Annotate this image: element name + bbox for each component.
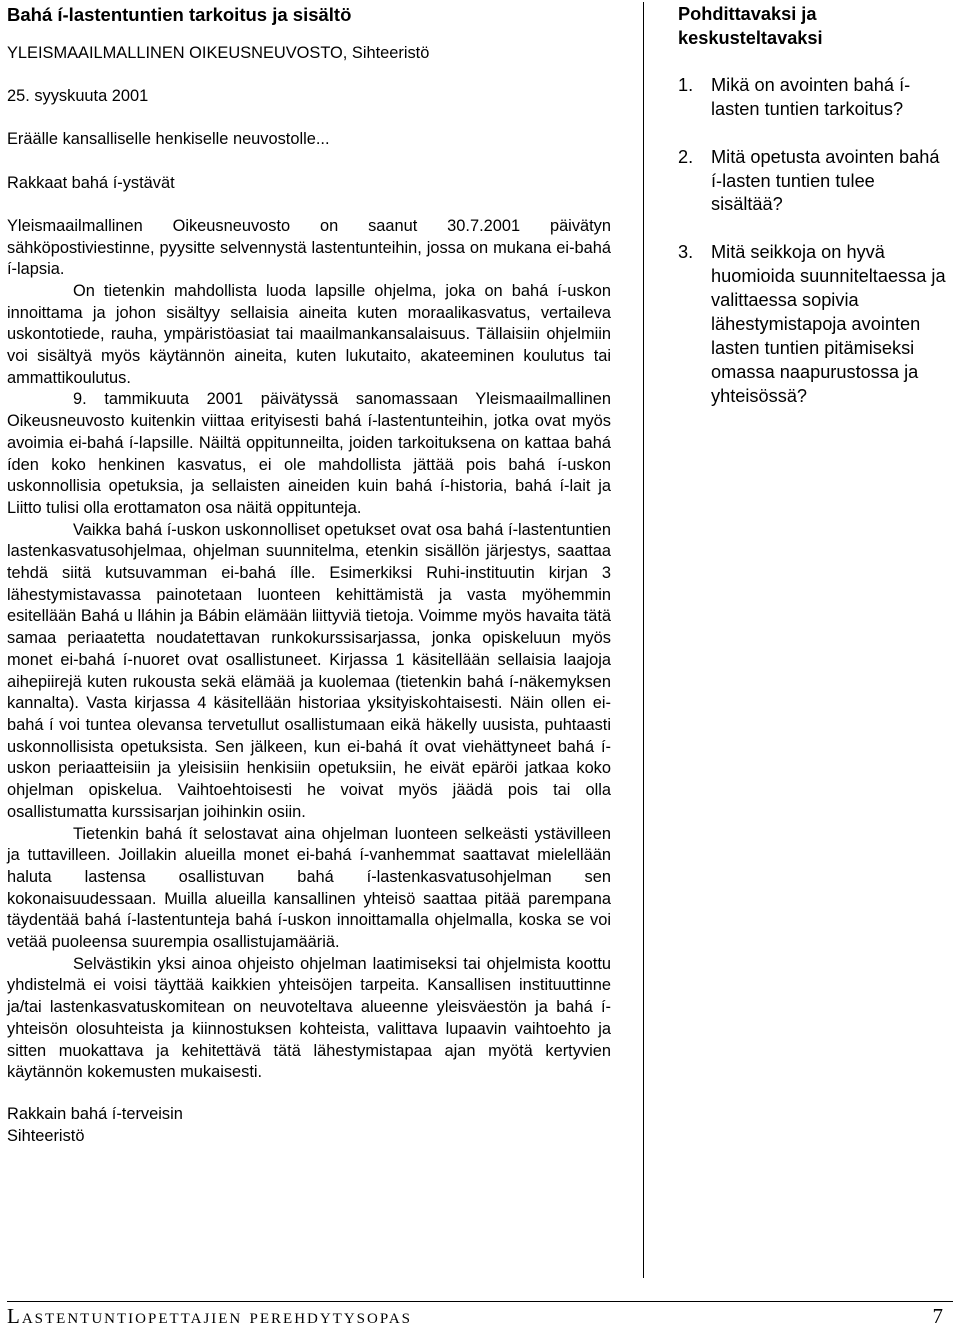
document-title: Bahá í-lastentuntien tarkoitus ja sisältö: [7, 4, 352, 25]
closing: [7, 1104, 611, 1147]
letter-body: [7, 216, 611, 1084]
question-text: Mikä on avointen bahá í-lasten tuntien tarkoitus?: [711, 74, 911, 119]
body-paragraph: Tietenkin bahá ít selostavat aina ohjelman luonteen selkeästi ystävilleen ja tuttavilleen. Joillakin alueilla monet ei-bahá í-vanhemmat saattavat mielellään haluta lastensa osallistuvan bahá í-lastenkasvatusohjelman sen kokonaisuudessaan. Muilla alueilla kansallinen yhteisö saattaa pitää parempana täydentää bahá í-lastentunteja bahá í-uskon innoittamalla ohjelmalla, koska se voi vetää puoleensa suurempia osallistujamääriä.: [7, 824, 611, 952]
question-item: [678, 241, 948, 408]
closing-greeting: Rakkain bahá í-terveisin: [7, 1104, 183, 1123]
footer-rule: [7, 1301, 953, 1302]
body-paragraph: 9. tammikuuta 2001 päivätyssä sanomassaan Yleismaailmallinen Oikeusneuvosto kuitenkin viittaa erityisesti bahá í-lastentunteihin, jotka ovat myös avoimia ei-bahá í-lapsille. Näiltä oppitunneilta, joiden tarkoituksena on kattaa bahá íden koko henkinen kasvatus, ei ole mahdollista jättää pois bahá í-uskon uskonnollisia opetuksia, ja sellaisten aineiden kuin bahá í-historia, bahá í-lait ja Liitto tulisi olla erottamaton osa näitä oppitunteja.: [7, 390, 611, 517]
footer-title: Lastentuntiopettajien perehdytysopas: [7, 1304, 412, 1328]
salutation: Rakkaat bahá í-ystävät: [7, 173, 175, 192]
closing-signature: Sihteeristö: [7, 1126, 85, 1145]
recipient-line: Eräälle kansalliselle henkiselle neuvostolle...: [7, 130, 330, 149]
question-item: [678, 74, 948, 122]
body-paragraph: Vaikka bahá í-uskon uskonnolliset opetukset ovat osa bahá í-lastentuntien lastenkasvatusohjelmaa, ohjelman suunnitelma, etenkin sisällön järjestys, saattaa tehdä siitä kutsuvamman ei-bahá ílle. Esimerkiksi Ruhi-instituutin kirjan 3 lähestymistavassa painotetaan luonteen kehittämistä ja vasta myöhemmin esitellään Bahá u lláhin ja Bábin elämään liittyviä tietoja. Voimme myös havaita tätä samaa periaatetta noudatettavan runkokurssisarjassa, jonka opiskeluun myös monet ei-bahá í-nuoret ovat osallistuneet. Kirjassa 1 käsitellään sellaisia laajoja aihepiirejä kuten rukousta sekä elämää ja kuolemaa (tietenkin bahá í-näkemyksen kannalta). Vasta kirjassa 4 käsitellään historiaa yksityiskohtaisesti. Näin ollen ei-bahá í voi tuntea olevansa tervetullut osallistumaan eikä häkelly uusista, puhtaasti uskonnollisista opetuksista. Sen jälkeen, kun ei-bahá ít ovat viehättyneet bahá í-uskon periaatteisiin ja yleisisiin henkisiin opetuksiin, he eivät epäröi jatkaa koko ohjelman opiskelua. Vaihtoehtoisesti he voivat myös jäädä pois tai olla osallistumatta kurssisarjan joihinkin osiin.: [7, 520, 611, 821]
question-text: Mitä seikkoja on hyvä huomioida suunniteltaessa ja valittaessa sopivia lähestymistapoja avointen lasten tuntien pitämiseksi omassa naapurustossa ja yhteisössä?: [711, 242, 946, 406]
question-number: 2.: [678, 146, 694, 167]
discussion-sidebar: [678, 3, 948, 433]
main-column: [7, 3, 611, 1147]
question-number: 1.: [678, 74, 694, 95]
sidebar-title: Pohdittavaksi ja keskusteltavaksi: [678, 4, 823, 48]
column-divider: [643, 2, 644, 1278]
question-item: [678, 146, 948, 218]
page-footer: [7, 1304, 943, 1328]
page-number: 7: [932, 1304, 943, 1328]
body-paragraph: Selvästikin yksi ainoa ohjeisto ohjelman laatimiseksi tai ohjelmista koottu yhdistelmä ei voisi täyttää kaikkien yhteisöjen tarpeita. Kansallisen instituuttinne ja/tai lastenkasvatuskomitean on neuvoteltava alueenne yleisväestön ja bahá í-yhteisön olosuhteista ja kiinnostuksen kohteista, valittava lupaavin vaihtoehto ja sitten muokattava ja kehitettävä tätä lähestymistapaa ajan myötä kertyvien käytännön kokemusten mukaisesti.: [7, 954, 611, 1082]
date-line: 25. syyskuuta 2001: [7, 87, 149, 106]
body-paragraph: Yleismaailmallinen Oikeusneuvosto on saanut 30.7.2001 päivätyn sähköpostiviestinne, pyysitte selvennystä lastentunteihin, jossa on mukana ei-bahá í-lapsia.: [7, 216, 611, 279]
body-paragraph: On tietenkin mahdollista luoda lapsille ohjelma, joka on bahá í-uskon innoittama ja johon sisältyy sellaisia aineita kuten moraalikasvatus, vertaileva uskontotiede, rauha, ympäristöasiat tai maailmankansalaisuus. Tällaisiin ohjelmiin voi sisältyä myös käytännön aineita, kuten lukutaito, akateeminen koulutus tai ammattikoulutus.: [7, 281, 611, 387]
question-text: Mitä opetusta avointen bahá í-lasten tuntien tulee sisältää?: [711, 146, 940, 215]
sender-line: YLEISMAAILMALLINEN OIKEUSNEUVOSTO, Sihteeristö: [7, 44, 430, 62]
question-number: 3.: [678, 242, 694, 263]
